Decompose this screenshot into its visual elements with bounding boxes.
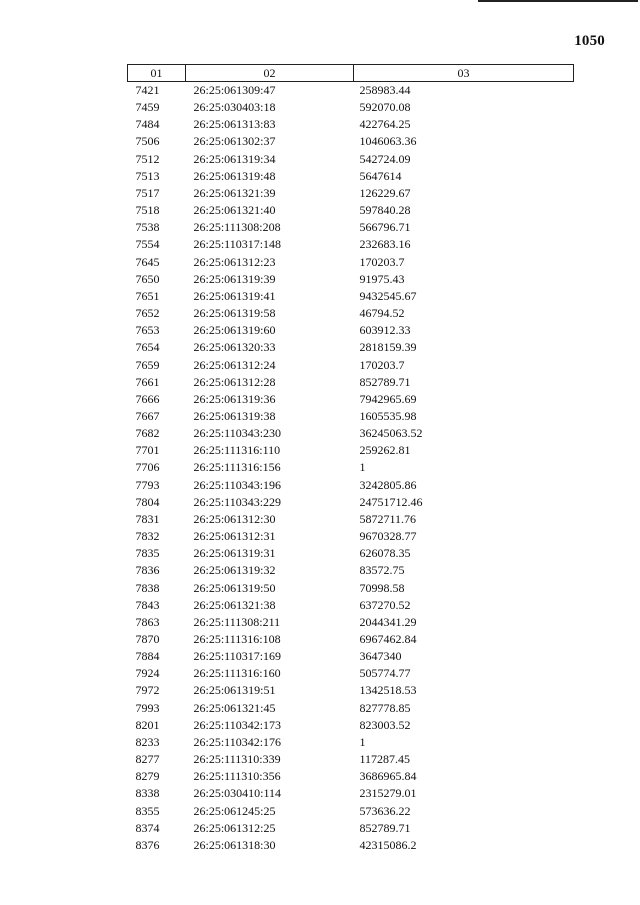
table-row xyxy=(128,271,574,288)
table-row xyxy=(128,494,574,511)
row-id-cell: 7459 xyxy=(135,100,160,115)
value-cell: 1 xyxy=(359,460,366,475)
row-id-cell: 7659 xyxy=(135,357,160,372)
cadastral-number-cell: 26:25:061312:23 xyxy=(193,254,276,269)
table-row xyxy=(128,614,574,631)
value-cell: 46794.52 xyxy=(359,306,405,321)
cadastral-number-cell: 26:25:030410:114 xyxy=(193,786,282,801)
value-cell: 36245063.52 xyxy=(359,426,423,441)
cadastral-number-cell: 26:25:061319:50 xyxy=(193,580,276,595)
cadastral-number-cell: 26:25:110317:148 xyxy=(193,237,282,252)
cadastral-number-cell: 26:25:061245:25 xyxy=(193,803,276,818)
cadastral-number-cell: 26:25:110342:176 xyxy=(193,734,282,749)
row-id-cell: 7835 xyxy=(135,546,160,561)
value-cell: 2044341.29 xyxy=(359,614,417,629)
value-cell: 852789.71 xyxy=(359,820,411,835)
cadastral-number-cell: 26:25:110343:230 xyxy=(193,426,282,441)
value-cell: 603912.33 xyxy=(359,323,411,338)
cadastral-number-cell: 26:25:111308:208 xyxy=(193,220,281,235)
value-cell: 258983.44 xyxy=(359,83,411,97)
value-cell: 823003.52 xyxy=(359,717,411,732)
cadastral-number-cell: 26:25:061318:30 xyxy=(193,837,276,852)
table-row xyxy=(128,751,574,768)
value-cell: 3242805.86 xyxy=(359,477,417,492)
row-id-cell: 8355 xyxy=(135,803,160,818)
row-id-cell: 7706 xyxy=(135,460,160,475)
cadastral-number-cell: 26:25:061312:28 xyxy=(193,374,276,389)
cadastral-number-cell: 26:25:061302:37 xyxy=(193,134,276,149)
column-header-02: 02 xyxy=(186,65,354,82)
row-id-cell: 7506 xyxy=(135,134,160,149)
value-cell: 505774.77 xyxy=(359,666,411,681)
row-id-cell: 7554 xyxy=(135,237,160,252)
cadastral-number-cell: 26:25:061309:47 xyxy=(193,83,276,97)
table-row xyxy=(128,236,574,253)
table-row xyxy=(128,168,574,185)
row-id-cell: 7836 xyxy=(135,563,160,578)
cadastral-number-cell: 26:25:061319:32 xyxy=(193,563,276,578)
cadastral-number-cell: 26:25:061319:36 xyxy=(193,391,276,406)
table-row xyxy=(128,785,574,802)
row-id-cell: 7804 xyxy=(135,494,160,509)
table-row xyxy=(128,254,574,271)
cadastral-number-cell: 26:25:061319:34 xyxy=(193,151,276,166)
table-row xyxy=(128,477,574,494)
table-row xyxy=(128,682,574,699)
table-row xyxy=(128,82,574,100)
value-cell: 1046063.36 xyxy=(359,134,417,149)
cadastral-number-cell: 26:25:111310:339 xyxy=(193,752,281,767)
cadastral-number-cell: 26:25:061319:38 xyxy=(193,408,276,423)
table-row xyxy=(128,219,574,236)
cadastral-number-cell: 26:25:061321:45 xyxy=(193,700,276,715)
table-row xyxy=(128,545,574,562)
column-header-01: 01 xyxy=(128,65,186,82)
cadastral-number-cell: 26:25:110342:173 xyxy=(193,717,282,732)
table-row xyxy=(128,374,574,391)
value-cell: 9670328.77 xyxy=(359,529,417,544)
value-cell: 422764.25 xyxy=(359,117,411,132)
table-row xyxy=(128,528,574,545)
value-cell: 566796.71 xyxy=(359,220,411,235)
cadastral-number-cell: 26:25:061321:40 xyxy=(193,203,276,218)
value-cell: 3647340 xyxy=(359,649,402,664)
row-id-cell: 7661 xyxy=(135,374,160,389)
row-id-cell: 7831 xyxy=(135,511,160,526)
row-id-cell: 7682 xyxy=(135,426,160,441)
row-id-cell: 8277 xyxy=(135,752,160,767)
cadastral-number-cell: 26:25:110317:169 xyxy=(193,649,282,664)
cadastral-number-cell: 26:25:061319:39 xyxy=(193,271,276,286)
cadastral-number-cell: 26:25:110343:229 xyxy=(193,494,282,509)
table-row xyxy=(128,202,574,219)
table-row xyxy=(128,631,574,648)
cadastral-number-cell: 26:25:061319:60 xyxy=(193,323,276,338)
table-body xyxy=(128,82,574,855)
top-rule xyxy=(478,0,638,2)
row-id-cell: 8233 xyxy=(135,734,160,749)
table-row xyxy=(128,391,574,408)
table-row xyxy=(128,580,574,597)
value-cell: 573636.22 xyxy=(359,803,411,818)
cadastral-number-cell: 26:25:061312:24 xyxy=(193,357,276,372)
row-id-cell: 8338 xyxy=(135,786,160,801)
table-header-row xyxy=(128,65,574,82)
row-id-cell: 7870 xyxy=(135,632,160,646)
cadastral-number-cell: 26:25:110343:196 xyxy=(193,477,282,492)
cadastral-number-cell: 26:25:061321:38 xyxy=(193,597,276,612)
value-cell: 7942965.69 xyxy=(359,391,417,406)
table-row xyxy=(128,665,574,682)
cadastral-number-cell: 26:25:111308:211 xyxy=(193,614,281,629)
cadastral-number-cell: 26:25:061320:33 xyxy=(193,340,276,355)
table-row xyxy=(128,185,574,202)
table-row xyxy=(128,99,574,116)
value-cell: 3686965.84 xyxy=(359,769,417,784)
value-cell: 70998.58 xyxy=(359,580,405,595)
table-row xyxy=(128,562,574,579)
value-cell: 637270.52 xyxy=(359,597,411,612)
cadastral-number-cell: 26:25:061321:39 xyxy=(193,185,276,200)
row-id-cell: 7666 xyxy=(135,391,160,406)
value-cell: 42315086.2 xyxy=(359,837,417,852)
row-id-cell: 7421 xyxy=(135,83,160,97)
row-id-cell: 7924 xyxy=(135,666,160,681)
table-row xyxy=(128,768,574,785)
cadastral-number-cell: 26:25:061319:31 xyxy=(193,546,276,561)
table-row xyxy=(128,408,574,425)
value-cell: 827778.85 xyxy=(359,700,411,715)
cadastral-number-cell: 26:25:061319:41 xyxy=(193,288,276,303)
cadastral-number-cell: 26:25:061319:51 xyxy=(193,683,276,698)
row-id-cell: 7484 xyxy=(135,117,160,132)
value-cell: 9432545.67 xyxy=(359,288,417,303)
value-cell: 170203.7 xyxy=(359,254,405,269)
row-id-cell: 7517 xyxy=(135,185,160,200)
row-id-cell: 7701 xyxy=(135,443,160,458)
cadastral-number-cell: 26:25:061312:31 xyxy=(193,529,276,544)
value-cell: 83572.75 xyxy=(359,563,405,578)
table-row xyxy=(128,305,574,322)
cadastral-number-cell: 26:25:061313:83 xyxy=(193,117,276,132)
data-table xyxy=(127,64,574,854)
table-row xyxy=(128,116,574,133)
value-cell: 91975.43 xyxy=(359,271,405,286)
row-id-cell: 8374 xyxy=(135,820,160,835)
table-row xyxy=(128,459,574,476)
table-row xyxy=(128,700,574,717)
value-cell: 542724.09 xyxy=(359,151,411,166)
value-cell: 597840.28 xyxy=(359,203,411,218)
cadastral-number-cell: 26:25:111310:356 xyxy=(193,769,281,784)
value-cell: 5872711.76 xyxy=(359,511,417,526)
data-table-container xyxy=(127,64,573,854)
value-cell: 5647614 xyxy=(359,168,402,183)
table-row xyxy=(128,820,574,837)
value-cell: 6967462.84 xyxy=(359,632,417,646)
row-id-cell: 7512 xyxy=(135,151,160,166)
row-id-cell: 8279 xyxy=(135,769,160,784)
value-cell: 117287.45 xyxy=(359,752,411,767)
table-row xyxy=(128,425,574,442)
cadastral-number-cell: 26:25:111316:160 xyxy=(193,666,281,681)
row-id-cell: 7838 xyxy=(135,580,160,595)
value-cell: 24751712.46 xyxy=(359,494,423,509)
row-id-cell: 7863 xyxy=(135,614,160,629)
row-id-cell: 7972 xyxy=(135,683,160,698)
value-cell: 2315279.01 xyxy=(359,786,417,801)
table-row xyxy=(128,648,574,665)
row-id-cell: 7793 xyxy=(135,477,160,492)
column-header-03: 03 xyxy=(354,65,574,82)
value-cell: 592070.08 xyxy=(359,100,411,115)
table-row xyxy=(128,339,574,356)
row-id-cell: 7513 xyxy=(135,168,160,183)
value-cell: 626078.35 xyxy=(359,546,411,561)
table-row xyxy=(128,734,574,751)
row-id-cell: 7884 xyxy=(135,649,160,664)
cadastral-number-cell: 26:25:111316:108 xyxy=(193,632,281,646)
row-id-cell: 7832 xyxy=(135,529,160,544)
value-cell: 2818159.39 xyxy=(359,340,417,355)
row-id-cell: 7652 xyxy=(135,306,160,321)
row-id-cell: 7667 xyxy=(135,408,160,423)
value-cell: 126229.67 xyxy=(359,185,411,200)
row-id-cell: 7843 xyxy=(135,597,160,612)
value-cell: 1605535.98 xyxy=(359,408,417,423)
row-id-cell: 7653 xyxy=(135,323,160,338)
row-id-cell: 7650 xyxy=(135,271,160,286)
row-id-cell: 7538 xyxy=(135,220,160,235)
row-id-cell: 7654 xyxy=(135,340,160,355)
table-row xyxy=(128,511,574,528)
cadastral-number-cell: 26:25:061319:48 xyxy=(193,168,276,183)
row-id-cell: 7518 xyxy=(135,203,160,218)
table-row xyxy=(128,357,574,374)
page-number: 1050 xyxy=(574,33,605,49)
row-id-cell: 7651 xyxy=(135,288,160,303)
value-cell: 170203.7 xyxy=(359,357,405,372)
table-row xyxy=(128,151,574,168)
value-cell: 259262.81 xyxy=(359,443,411,458)
value-cell: 1 xyxy=(359,734,366,749)
cadastral-number-cell: 26:25:061312:30 xyxy=(193,511,276,526)
table-row xyxy=(128,442,574,459)
table-row xyxy=(128,133,574,150)
table-row xyxy=(128,322,574,339)
cadastral-number-cell: 26:25:061312:25 xyxy=(193,820,276,835)
table-row xyxy=(128,288,574,305)
row-id-cell: 7993 xyxy=(135,700,160,715)
value-cell: 1342518.53 xyxy=(359,683,417,698)
value-cell: 232683.16 xyxy=(359,237,411,252)
cadastral-number-cell: 26:25:111316:156 xyxy=(193,460,281,475)
table-row xyxy=(128,597,574,614)
row-id-cell: 7645 xyxy=(135,254,160,269)
row-id-cell: 8201 xyxy=(135,717,160,732)
cadastral-number-cell: 26:25:061319:58 xyxy=(193,306,276,321)
table-row xyxy=(128,837,574,854)
value-cell: 852789.71 xyxy=(359,374,411,389)
cadastral-number-cell: 26:25:030403:18 xyxy=(193,100,276,115)
table-row xyxy=(128,803,574,820)
row-id-cell: 8376 xyxy=(135,837,160,852)
cadastral-number-cell: 26:25:111316:110 xyxy=(193,443,281,458)
table-row xyxy=(128,717,574,734)
